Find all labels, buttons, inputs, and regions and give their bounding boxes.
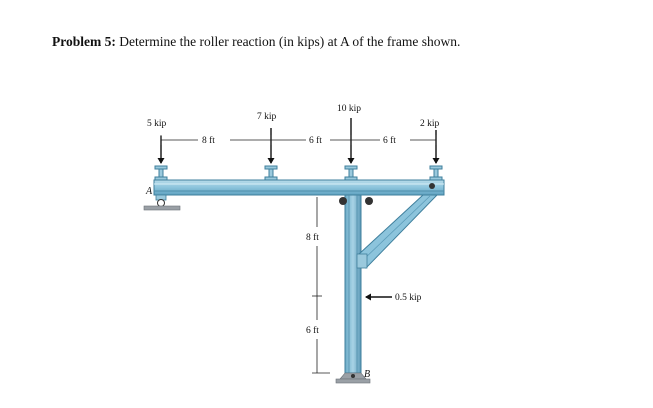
dimension-6ft-vertical: 6 ft (306, 326, 319, 336)
vertical-dimension (312, 197, 330, 373)
load-label-7kip: 7 kip (257, 112, 277, 122)
problem-text: Determine the roller reaction (in kips) at A of the frame shown. (119, 34, 461, 49)
point-label-a: A (146, 186, 153, 197)
load-label-horizontal: 0.5 kip (395, 293, 422, 303)
load-label-5kip: 5 kip (147, 119, 167, 129)
horizontal-beam (154, 180, 444, 195)
diagonal-brace (358, 195, 437, 268)
dimension-8ft-vertical: 8 ft (306, 233, 319, 243)
problem-label: Problem 5: (52, 34, 116, 49)
load-label-10kip: 10 kip (337, 104, 362, 114)
load-label-2kip: 2 kip (420, 119, 440, 129)
load-posts (155, 166, 442, 180)
point-label-b: B (364, 369, 371, 380)
vertical-column (345, 195, 361, 373)
roller-support-a (144, 195, 180, 210)
dimension-8ft-horizontal: 8 ft (202, 136, 215, 146)
dimension-6ft-horizontal-2: 6 ft (383, 136, 396, 146)
dimension-6ft-horizontal-1: 6 ft (309, 136, 322, 146)
